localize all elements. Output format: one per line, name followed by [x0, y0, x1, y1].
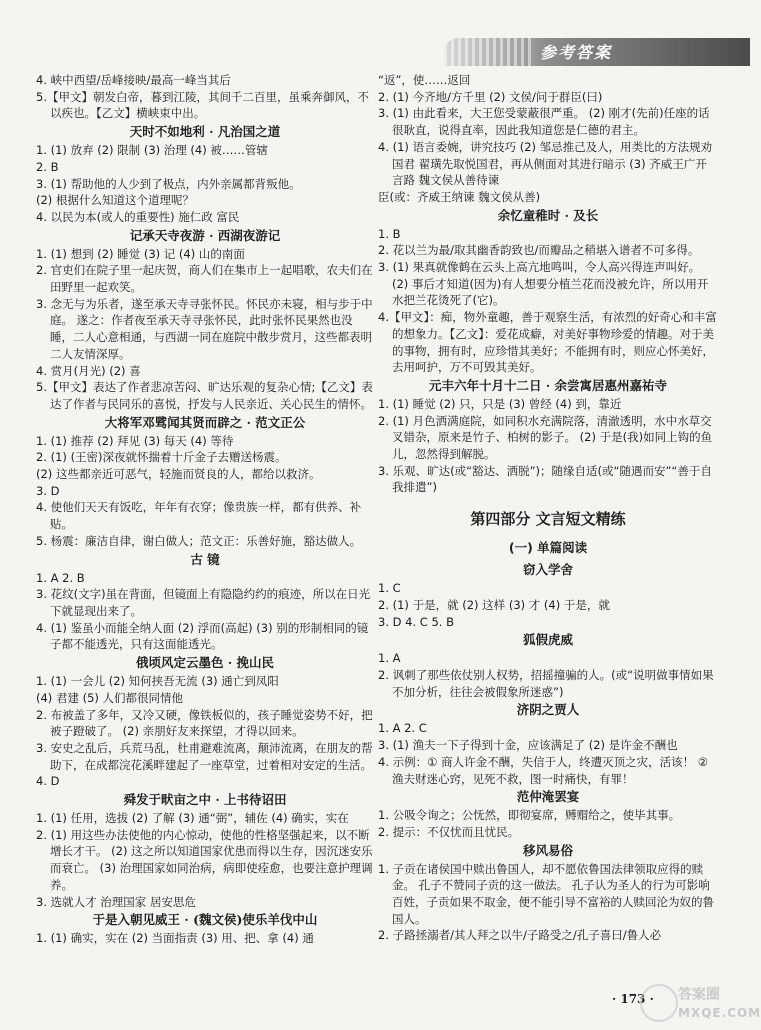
answer-line: (2) 根据什么知道这个道理呢？	[36, 193, 194, 208]
banner-decoration	[444, 38, 534, 66]
answer-line: 3. 花纹(文字)虽在背面，但镜面上有隐隐约约的痕迹，所以在日光下就显现出来了。	[36, 587, 371, 618]
answer-line: 3. 乐观、旷达(或“豁达、洒脱”)；随缘自适(或“随遇而安”“善于自我排遣”)	[378, 463, 712, 495]
answer-line: 2. (1) 今齐地/方千里 (2) 文侯/问于群臣(曰)	[378, 89, 603, 104]
subsection-title: (一) 单篇阅读	[508, 540, 588, 556]
right-column	[378, 72, 718, 944]
section-heading: 于是入朝见威王 · (魏文侯)使乐羊伐中山	[92, 912, 318, 928]
answer-line: 4. 赏月(月光) (2) 喜	[36, 363, 141, 378]
section-heading: 天时不如地利 · 凡治国之道	[129, 124, 281, 140]
answer-line: 2. (1) 用这些办法使他的内心惊动，使他的性格坚强起来，以不断增长才干。 (2) 这之所以知道国家优患而得以生存，因沉迷安乐而衰亡。 (3) 治理国家如同治病，病即使痊愈，也要注意护理调养。	[36, 827, 373, 892]
header-banner	[444, 38, 750, 66]
answer-line: 1. (1) 任用，选拔 (2) 了解 (3) 通“弼”，辅佐 (4) 确实，实在	[36, 811, 349, 826]
answer-line: 1. C	[378, 581, 401, 596]
section-heading: 余忆童稚时 · 及长	[497, 207, 599, 223]
answer-line: 5.【甲文】表达了作者悲凉苦闷、旷达乐观的复杂心情;【乙文】表达了作者与民同乐的喜悦，抒发与人民亲近、关心民生的情怀。	[36, 380, 373, 411]
watermark-url: MXQE.COM	[678, 1006, 761, 1020]
answer-line: 4. 示例：① 商人许金不酬，失信于人，终遭灭顶之灾，活该！ ② 渔夫财迷心窍，见死不救，图一时痛快，有罪！	[378, 754, 709, 786]
watermark-circle	[640, 984, 678, 1022]
answer-line: (4) 君建 (5) 人们都很同情他	[36, 690, 184, 705]
part-title: 第四部分 文言短文精练	[470, 510, 626, 529]
answer-line: 4. (1) 鉴虽小而能全纳人面 (2) 浮而(高起) (3) 别的形制相同的镜子都不能透光，只有这面能透光。	[36, 620, 369, 652]
answer-line: 2. (1) (王密)深夜就怀揣着十斤金子去赠送杨震。	[36, 450, 287, 465]
watermark-text: 答案圈	[678, 987, 720, 1003]
answer-line: 1. 公吸令询之；公怃然，即彻宴席，赙赗给之，使毕其事。	[378, 808, 681, 823]
section-heading: 古 镜	[190, 551, 220, 567]
answer-line: (2) 这些都亲近可恶气，轻施而贤良的人，都给以救济。	[36, 467, 321, 482]
section-heading: 俄顷风定云墨色 · 挽山民	[135, 655, 275, 671]
answer-line: 1. 子贡在诸侯国中赎出鲁国人，却不愿依鲁国法律领取应得的赎金。 孔子不赞同子贡的这一做法。 孔子认为圣人的行为可影响百姓，子贡如果不取金，便不能引导不富裕的人赎回沦为奴的鲁国人。	[378, 861, 714, 926]
answer-line: 2. 布被盖了多年，又冷又硬，像铁板似的，孩子睡觉姿势不好，把被子蹬破了。 (2) 亲朋好友来探望，才得以回来。	[36, 707, 373, 739]
answer-line: 2. 讽刺了那些依仗别人权势，招摇撞骗的人。(或“说明做事情如果不加分析，往往会被假象所迷惑”)	[378, 667, 714, 699]
section-heading: 大将军邓骘闻其贤而辟之 · 范文正公	[104, 414, 306, 430]
section-heading: 狐假虎威	[522, 632, 573, 648]
answer-line: 2. 花以兰为最/取其幽香韵致也/而瓣品之稍堪入谱者不可多得。	[378, 243, 700, 258]
watermark-logo	[650, 986, 761, 1026]
answer-line: 4. 以民为本(或人的重要性) 施仁政 富民	[36, 209, 240, 224]
answer-line: 臣(或：齐威王纳谏 魏文侯从善)	[378, 189, 541, 204]
answer-line: 2. B	[36, 159, 59, 174]
section-heading: 元丰六年十月十二日 · 余尝寓居惠州嘉祐寺	[428, 377, 668, 393]
section-heading: 范仲淹罢宴	[516, 789, 580, 805]
section-heading: 记承天寺夜游 · 西湖夜游记	[129, 227, 281, 243]
answer-line: 1. B	[378, 226, 401, 241]
section-heading: 济阴之贾人	[516, 702, 580, 718]
answer-line: 1. (1) 放弃 (2) 限制 (3) 治理 (4) 被……管辖	[36, 143, 268, 158]
answer-line: 3. 安史之乱后，兵荒马乱，杜甫避难流离，颠沛流离，在朋友的帮助下，在成都浣花溪畔建起了一座草堂，过着相对安定的生活。	[36, 740, 373, 772]
answer-line: “返”，使……返回	[378, 73, 471, 87]
answer-line: 5. 杨震：廉洁自律，谢白做人；范文正：乐善好施，豁达做人。	[36, 533, 362, 548]
answer-line: 3. D	[36, 483, 60, 498]
answer-line: 1. (1) 睡觉 (2) 只，只是 (3) 曾经 (4) 到，靠近	[378, 396, 622, 411]
section-heading: 舜发于畎亩之中 · 上书待诏田	[123, 792, 287, 808]
answer-line: 1. (1) 一会儿 (2) 知何挟吾无流 (3) 通亡到凤阳	[36, 674, 279, 689]
answer-line: 2. 子路拯溺者/其人拜之以牛/子路受之/孔子喜曰/鲁人必	[378, 928, 662, 943]
answer-line: 1. (1) 确实，实在 (2) 当面指责 (3) 用、把、拿 (4) 通	[36, 931, 314, 946]
answer-line: 1. A 2. B	[36, 570, 85, 585]
answer-line: 4. 峡中西望/岳峰接映/最高一峰当其后	[36, 73, 231, 87]
answer-line: 4.【甲文】：痴，物外童趣，善于观察生活，有浓烈的好奇心和丰富的想象力。【乙文】：爱花成癖，对美好事物珍爱的情趣。对于美的事物，拥有时，应珍惜其美好；不能拥有时，则应心怀美好，去用呵护，万不可毁其美好。	[378, 310, 717, 375]
page-number: · 173 ·	[612, 992, 654, 1006]
left-column	[36, 72, 374, 947]
answer-line: 4. (1) 语言委婉，讲究技巧 (2) 邹忌推己及人，用类比的方法规劝国君 翟璜先取悦国君，再从侧面对其进行暗示 (3) 齐威王广开言路 魏文侯从善待谏	[378, 139, 713, 188]
answer-line: 1. (1) 想到 (2) 睡觉 (3) 记 (4) 山的南面	[36, 246, 245, 261]
header-title: 参考答案	[540, 43, 613, 62]
section-heading: 窃入学舍	[522, 562, 573, 578]
answer-line: 3. (1) 渔夫一下子得到十金，应该满足了 (2) 是许金不酬也	[378, 738, 678, 753]
answer-line: 3. (1) 帮助他的人少到了极点，内外亲属都背叛他。	[36, 176, 301, 191]
answer-line: 1. A	[378, 651, 401, 666]
answer-line: 2. 官吏们在院子里一起庆贺，商人们在集市上一起唱歌，农夫们在田野里一起欢笑。	[36, 263, 373, 295]
answer-line: 3. 念无与为乐者，遂至承天寺寻张怀民。怀民亦未寝，相与步于中庭。 遂之：作者夜至承天寺寻张怀民，此时张怀民果然也没睡，二人心意相通，与西湖一同在庭院中散步赏月，这些都表明二人友情深厚。	[36, 296, 373, 361]
answer-line: 1. (1) 推荐 (2) 拜见 (3) 每天 (4) 等待	[36, 433, 234, 448]
answer-line: 3. (1) 由此看来，大王您受蒙蔽很严重。 (2) 刚才(先前)任座的话很耿直，说得直率，因此我知道您是仁德的君主。	[378, 106, 710, 138]
answer-line: 3. (1) 果真就像鹤在云头上高亢地鸣叫，令人高兴得连声叫好。 (2) 事后才知道(因为)有人想要分植兰花而没被允许，所以用开水把兰花烫死了(它)。	[378, 260, 709, 308]
answer-line: 2. (1) 月色洒满庭院，如同积水充满院落，清澈透明，水中水草交叉错杂，原来是竹子、柏树的影子。 (2) 于是(我)如同上钩的鱼儿，忽然得到解脱。	[378, 413, 713, 462]
answer-line: 4. 使他们天天有饭吃，年年有衣穿；像贵族一样，都有供养、补贴。	[36, 500, 362, 532]
answer-line: 1. A 2. C	[378, 721, 427, 736]
answer-line: 5.【甲文】朝发白帝，暮到江陵，其间千二百里，虽乘奔御风，不以疾也。【乙文】横峡束中出。	[36, 89, 369, 121]
answer-line: 4. D	[36, 774, 60, 789]
answer-line: 3. 选就人才 治理国家 居安思危	[36, 894, 196, 909]
answer-line: 3. D 4. C 5. B	[378, 614, 454, 629]
section-heading: 移风易俗	[522, 842, 573, 858]
answer-line: 2. (1) 于是，就 (2) 这样 (3) 才 (4) 于是，就	[378, 597, 610, 612]
answer-line: 2. 提示：不仅忧而且忧民。	[378, 824, 520, 839]
